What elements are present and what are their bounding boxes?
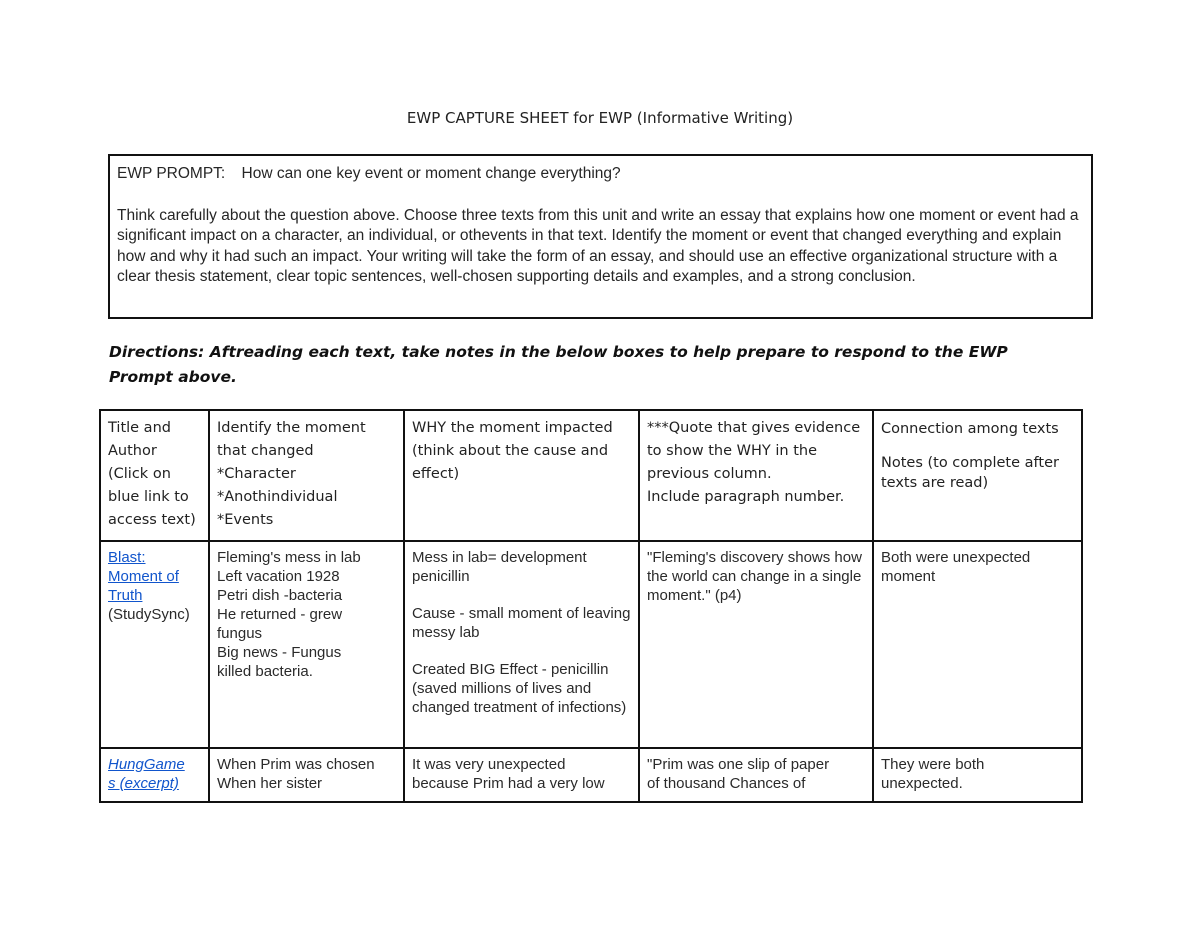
cell-why [404, 748, 639, 802]
page-title: EWP CAPTURE SHEET for EWP (Informative Writing) [406, 109, 794, 127]
prompt-box [108, 154, 1093, 319]
cell-text: Mess in lab= development penicillin [412, 549, 587, 585]
table-row [100, 748, 1082, 802]
link-text: Blast: [108, 549, 146, 566]
header-text: *Events [217, 512, 274, 528]
title-source: (StudySync) [108, 606, 190, 623]
prompt-question: How can one key event or moment change everything? [241, 165, 621, 182]
cell-text: Fleming's mess in lab [217, 549, 361, 566]
prompt-label: EWP PROMPT: [117, 165, 226, 182]
header-text: effect) [412, 466, 460, 482]
header-title-author [100, 410, 209, 541]
text-link-hunger-games[interactable] [108, 755, 201, 793]
header-text: that changed [217, 443, 314, 459]
header-text: blue link to [108, 489, 189, 505]
cell-text: Petri dish -bacteria [217, 587, 343, 604]
cell-text: They were both [881, 756, 985, 773]
cell-text: fungus [217, 625, 263, 642]
header-text: WHY the moment impacted [412, 420, 613, 436]
cell-text: Cause - small moment of leaving messy lab [412, 605, 631, 641]
header-connection-notes: Notes (to complete after texts are read) [881, 455, 1059, 491]
link-text: Truth [108, 587, 143, 604]
cell-text: Created BIG Effect - penicillin (saved millions of lives and changed treatment of infections) [412, 661, 627, 716]
link-text: Moment of [108, 568, 179, 585]
cell-connection [873, 541, 1082, 748]
header-why-impacted [404, 410, 639, 541]
prompt-question-line [117, 164, 1084, 185]
header-text: *Anothindividual [217, 489, 338, 505]
header-text: Identify the moment [217, 420, 366, 436]
prompt-body: Think carefully about the question above. Choose three texts from this unit and write an essay that explains how one moment or event had a significant impact on a character, an individual, or othevents in that text. Identify the moment or event that changed everything and explain how and why it had such an impact. Your writing will take the form of an essay, and should use an effective organizational structure with a clear thesis statement, clear topic sentences, well-chosen supporting details and examples, and a strong conclusion. [117, 206, 1079, 285]
cell-quote [639, 541, 873, 748]
header-connection [873, 410, 1082, 541]
text-link-blast[interactable] [108, 548, 201, 605]
cell-connection [873, 748, 1082, 802]
table-header-row [100, 410, 1082, 541]
cell-text: Big news - Fungus [217, 644, 342, 661]
cell-moment [209, 541, 404, 748]
cell-text: Left vacation 1928 [217, 568, 340, 585]
header-text: (think about the cause and [412, 443, 609, 459]
cell-text: Both were unexpected moment [881, 549, 1031, 585]
cell-text: He returned - grew [217, 606, 343, 623]
cell-text: killed bacteria. [217, 663, 313, 680]
header-text: Author [108, 443, 157, 459]
cell-text: because Prim had a very low [412, 775, 605, 792]
header-identify-moment [209, 410, 404, 541]
cell-quote [639, 748, 873, 802]
cell-text: unexpected. [881, 775, 963, 792]
header-text: ***Quote that gives evidence [647, 420, 861, 436]
header-text: (Click on [108, 466, 171, 482]
directions: Directions: Aftreading each text, take notes in the below boxes to help prepare to respond to the EWP Prompt above. [109, 343, 1008, 386]
header-text: previous column. [647, 466, 772, 482]
cell-title [100, 541, 209, 748]
cell-title [100, 748, 209, 802]
cell-text: When Prim was chosen [217, 756, 375, 773]
header-quote-evidence [639, 410, 873, 541]
header-text: *Character [217, 466, 296, 482]
cell-moment [209, 748, 404, 802]
cell-why [404, 541, 639, 748]
cell-text: "Fleming's discovery shows how the world can change in a single moment." (p4) [647, 549, 862, 604]
table-row [100, 541, 1082, 748]
header-connection-title: Connection among texts [881, 421, 1059, 437]
cell-text: "Prim was one slip of paper [647, 756, 830, 773]
cell-text: of thousand Chances of [647, 775, 806, 792]
link-text: s (excerpt) [108, 775, 179, 792]
header-text: access text) [108, 512, 196, 528]
header-text: Include paragraph number. [647, 489, 845, 505]
header-text: Title and [108, 420, 171, 436]
cell-text: When her sister [217, 775, 323, 792]
cell-text: It was very unexpected [412, 756, 566, 773]
header-text: to show the WHY in the [647, 443, 817, 459]
notes-table [99, 409, 1083, 803]
link-text: HungGame [108, 756, 185, 773]
